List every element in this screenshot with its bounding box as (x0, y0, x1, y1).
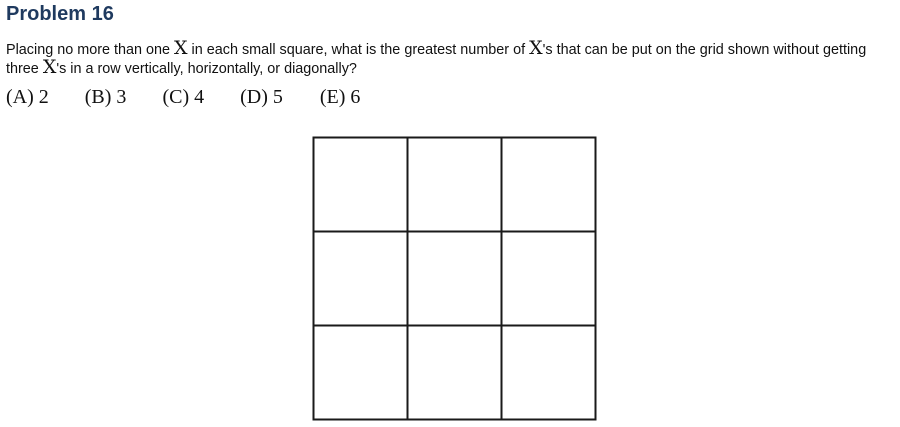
problem-title: Problem 16 (6, 3, 114, 25)
tic-tac-toe-grid (312, 136, 597, 421)
problem-statement (6, 37, 896, 78)
choice-d: (D) 5 (240, 86, 283, 108)
answer-choices (6, 86, 360, 109)
choice-b: (B) 3 (84, 86, 127, 108)
statement-text-1: Placing no more than one (6, 42, 175, 58)
choice-c: (C) 4 (162, 86, 205, 108)
grid-cell (502, 326, 596, 420)
grid-cell (314, 138, 408, 232)
math-x-symbol: X (174, 37, 188, 59)
grid-cell (408, 326, 502, 420)
statement-text-4: 's in a row vertically, horizontally, or diagonally? (56, 61, 357, 77)
statement-text-3: 's that can be put on the grid shown without getting three (6, 42, 867, 77)
grid-cell (314, 232, 408, 326)
choice-e: (E) 6 (319, 86, 361, 108)
statement-text-2: in each small square, what is the greatest number of (187, 42, 530, 58)
grid-cell (314, 326, 408, 420)
math-x-symbol: X (42, 56, 57, 78)
math-x-symbol: X (529, 37, 543, 59)
grid-cell (502, 232, 596, 326)
grid-cell (502, 138, 596, 232)
grid-cell (408, 232, 502, 326)
grid-cell (408, 138, 502, 232)
choice-a: (A) 2 (6, 86, 49, 108)
